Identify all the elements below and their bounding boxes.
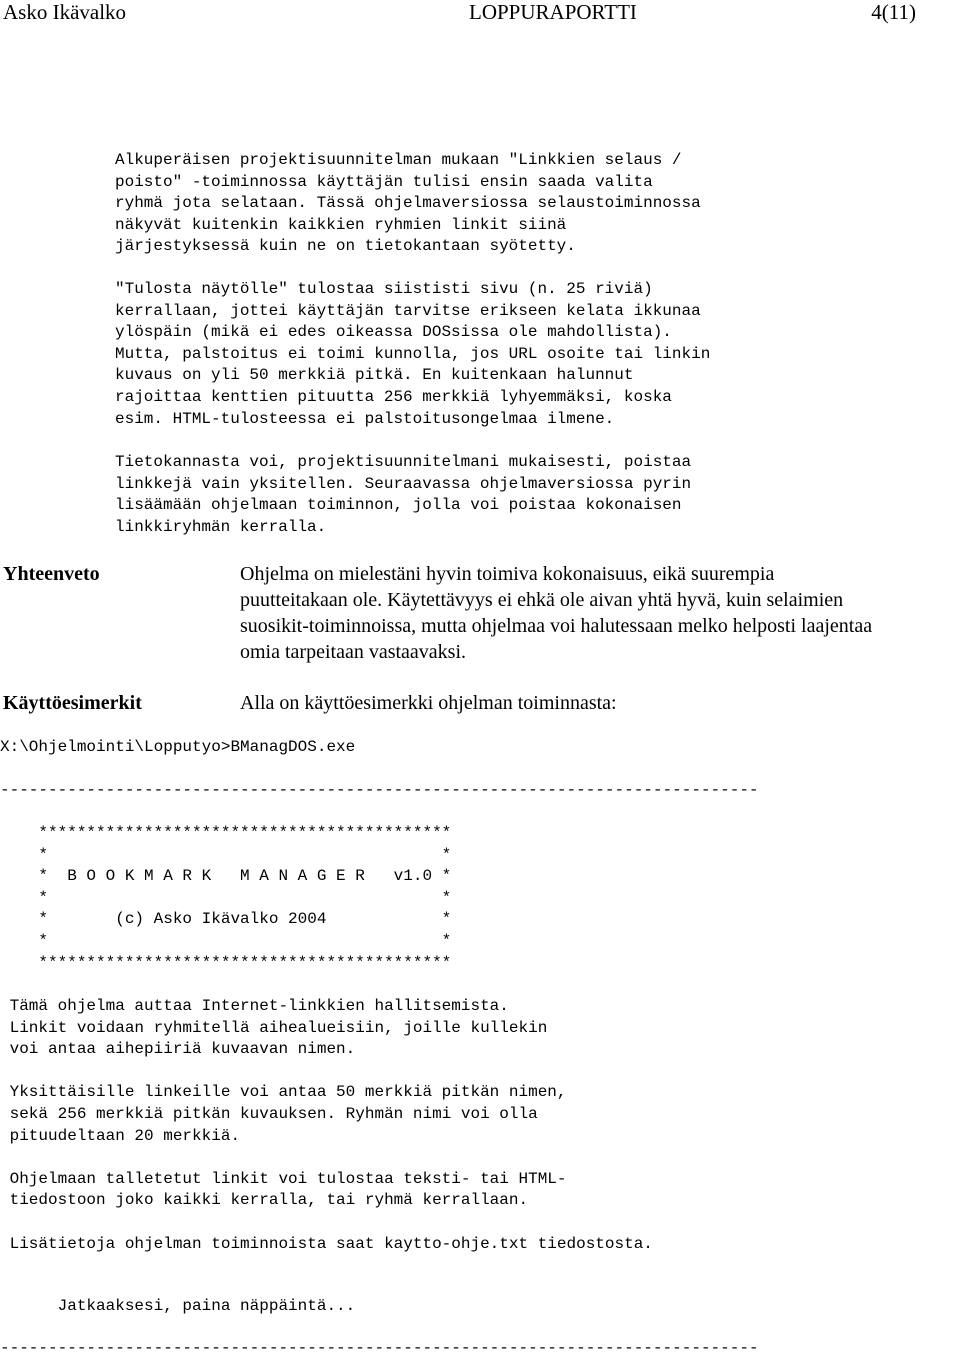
console-info: Tämä ohjelma auttaa Internet-linkkien hallitsemista. Linkit voidaan ryhmitellä aihealueisiin, joille kullekin voi antaa aihepiiriä kuvaavan nimen. Yksittäisille linkeille voi antaa 50 merkkiä pitkän nimen, sekä 256 merkkiä pitkän kuvauksen. Ryhmän nimi voi olla pituudeltaan 20 merkkiä. Ohjelmaan talletetut linkit voi tulostaa teksti- tai HTML- tiedostoon joko kaikki kerralla, tai ryhmä kerrallaan. Lisätietoja ohjelman toiminnoista saat kaytto-ohje.txt tiedostosta. [9,997,653,1253]
examples-heading: Käyttöesimerkit [3,692,142,714]
examples-text: Alla on käyttöesimerkki ohjelman toiminnasta: [240,692,617,714]
summary-heading: Yhteenveto [3,563,100,585]
console-separator-top: ------------------------------------------------------------------------------- [0,781,759,799]
console-continue-prompt: Jatkaaksesi, paina näppäintä... [0,1297,356,1315]
page-header [0,0,960,26]
console-separator-bottom: ------------------------------------------------------------------------------- [0,1339,759,1357]
header-page-number: 4(11) [871,0,916,24]
header-title: LOPPURAPORTTI [469,0,637,24]
paragraph-project-plan: Alkuperäisen projektisuunnitelman mukaan "Linkkien selaus / poisto" -toiminnossa käyttäjän tulisi ensin saada valita ryhmä jota selataan. Tässä ohjelmaversiossa selaustoiminnossa näkyvät kuitenkin kaikkien ryhmien linkit siinä järjestyksessä kuin ne on tietokantaan syötetty. [115,151,701,256]
paragraph-print-screen: "Tulosta näytölle" tulostaa siististi sivu (n. 25 riviä) kerrallaan, jottei käyttäjän tarvitse erikseen kelata ikkunaa ylöspäin (mikä ei edes oikeassa DOSsissa ole mahdollista). Mutta, palstoitus ei toimi kunnolla, jos URL osoite tai linkin kuvaus on yli 50 merkkiä pitkä. En kuitenkaan halunnut rajoittaa kenttien pituutta 256 merkkiä lyhyemmäksi, koska esim. HTML-tulosteessa ei palstoitusongelmaa ilmene. [115,280,711,428]
header-author: Asko Ikävalko [3,0,127,24]
console-prompt: X:\Ohjelmointi\Lopputyo>BManagDOS.exe [0,738,356,756]
paragraph-delete-links: Tietokannasta voi, projektisuunnitelmani mukaisesti, poistaa linkkejä vain yksitellen. Seuraavassa ohjelmaversiossa pyrin lisäämään ohjelmaan toiminnon, jolla voi poistaa kokonaisen linkkiryhmän kerralla. [115,453,692,536]
summary-text: Ohjelma on mielestäni hyvin toimiva kokonaisuus, eikä suurempia puutteitakaan ole. Käytettävyys ei ehkä ole aivan yhtä hyvä, kuin selaimien suosikit-toiminnoissa, mutta ohjelmaa voi halutessaan melko helposti laajentaa omia tarpeitaan vastaavaksi. [240,563,873,663]
console-banner: ******************************************* * * * B O O K M A R K M A N A G E R v1.0 * * * * (c) Asko Ikävalko 2004 * * * ******************************************* [38,824,452,972]
